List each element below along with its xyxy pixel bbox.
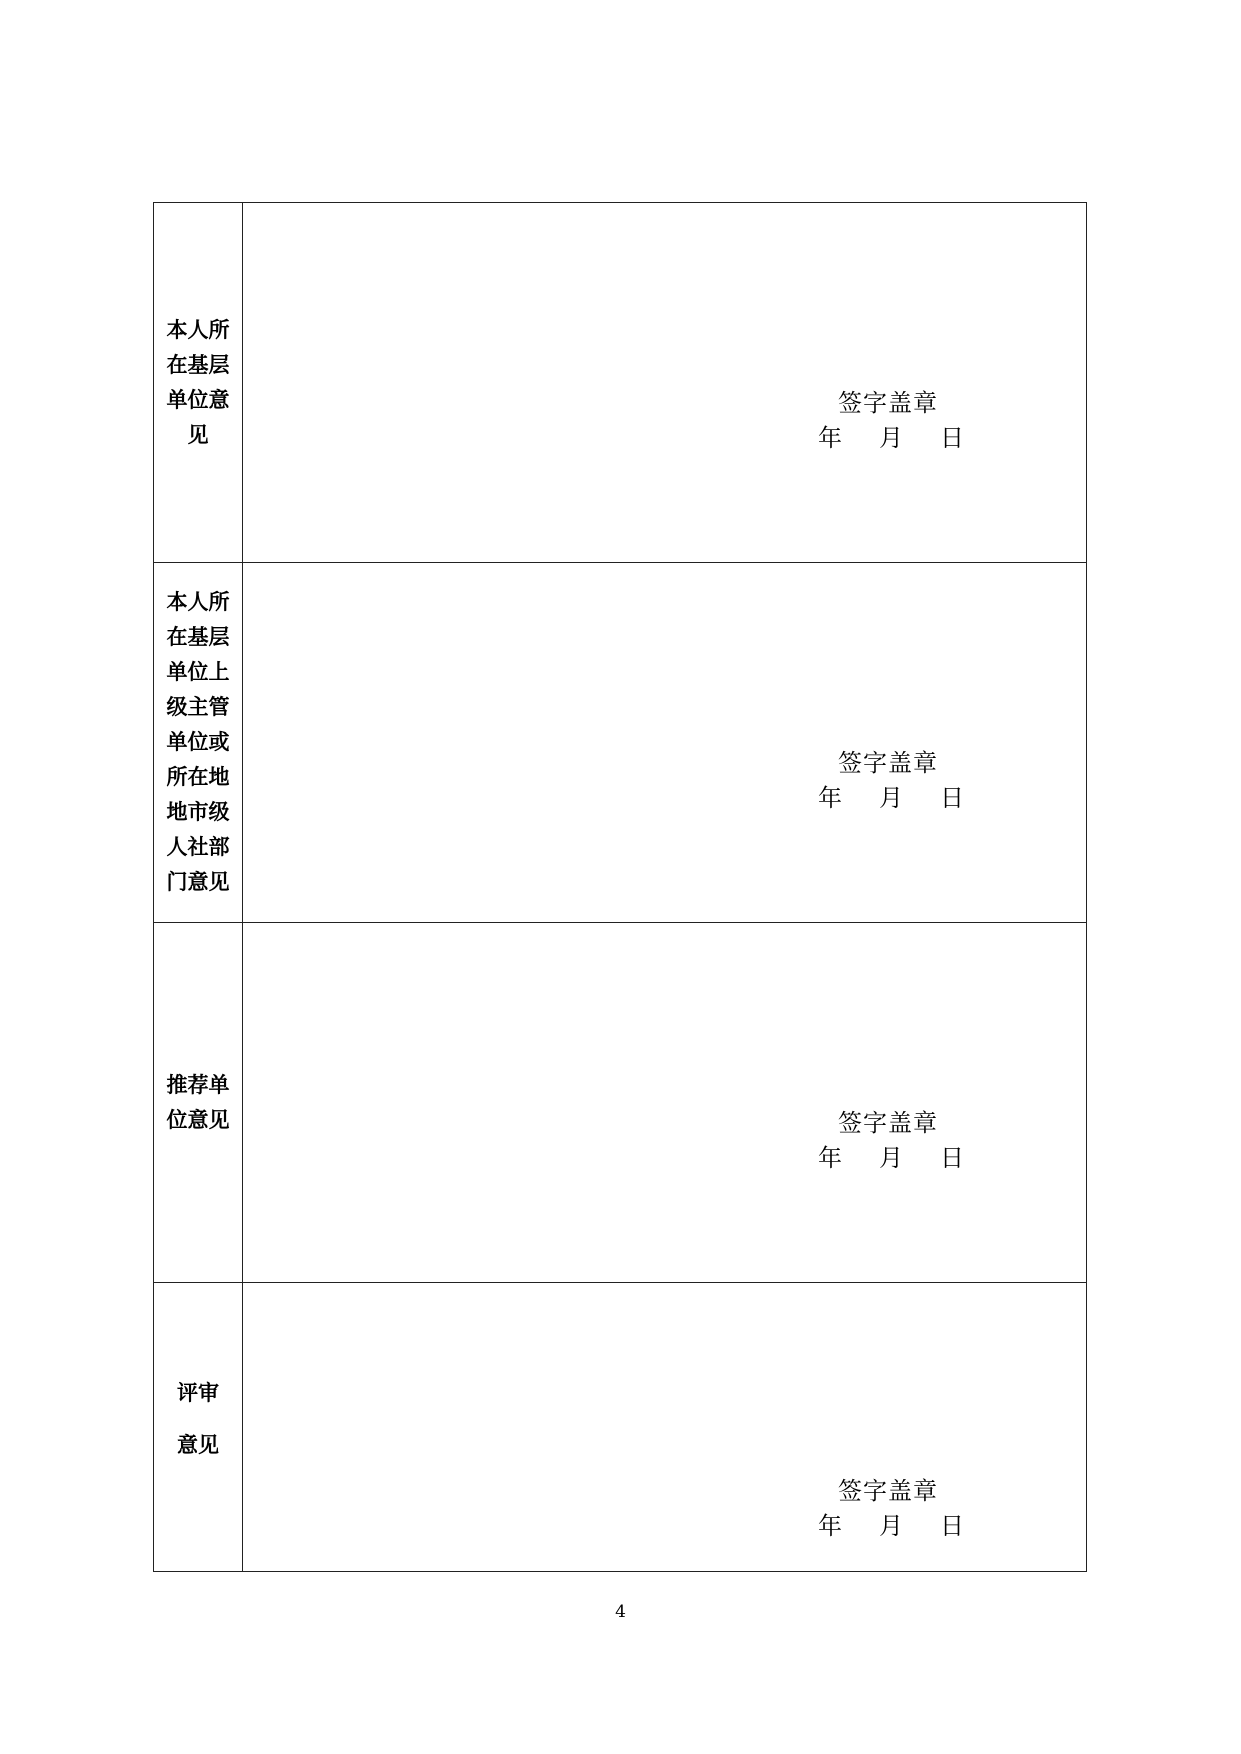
- row-label: 本人所在基层单位上级主管单位或所在地地市级人社部门意见: [166, 590, 230, 894]
- date-month: 月: [879, 784, 903, 812]
- date-year: 年: [818, 424, 842, 452]
- form-row-grassroots-unit: [154, 203, 1086, 563]
- row-label: [163, 1367, 233, 1471]
- page-number: 4: [615, 1602, 626, 1622]
- signature-seal-label: 签字盖章: [838, 749, 938, 777]
- row-label: 推荐单位意见: [166, 1072, 230, 1132]
- row-label-cell: [154, 1283, 243, 1571]
- date-year: 年: [818, 1512, 842, 1540]
- date-day: 日: [940, 1144, 964, 1172]
- opinion-content-area[interactable]: [243, 203, 1086, 562]
- row-label-cell: [154, 203, 243, 562]
- date-line: [818, 418, 964, 453]
- date-year: 年: [818, 1144, 842, 1172]
- date-day: 日: [940, 424, 964, 452]
- signature-seal-label: 签字盖章: [838, 1477, 938, 1505]
- date-month: 月: [879, 1144, 903, 1172]
- form-row-review: [154, 1283, 1086, 1571]
- row-label-cell: [154, 563, 243, 922]
- opinion-content-area[interactable]: [243, 923, 1086, 1282]
- form-row-supervising-unit: [154, 563, 1086, 923]
- date-line: [818, 1138, 964, 1173]
- row-label-line: 评审: [177, 1381, 219, 1405]
- row-label: 本人所在基层单位意见: [166, 317, 230, 447]
- date-year: 年: [818, 784, 842, 812]
- opinion-content-area[interactable]: [243, 1283, 1086, 1571]
- date-month: 月: [879, 424, 903, 452]
- opinion-form-table: [153, 202, 1087, 1572]
- signature-seal-label: 签字盖章: [838, 389, 938, 417]
- signature-seal-label: 签字盖章: [838, 1109, 938, 1137]
- row-label-line: 意见: [177, 1433, 219, 1457]
- opinion-content-area[interactable]: [243, 563, 1086, 922]
- date-day: 日: [940, 1512, 964, 1540]
- row-label-cell: [154, 923, 243, 1282]
- date-day: 日: [940, 784, 964, 812]
- date-line: [818, 1506, 964, 1541]
- date-month: 月: [879, 1512, 903, 1540]
- form-row-recommending-unit: [154, 923, 1086, 1283]
- date-line: [818, 778, 964, 813]
